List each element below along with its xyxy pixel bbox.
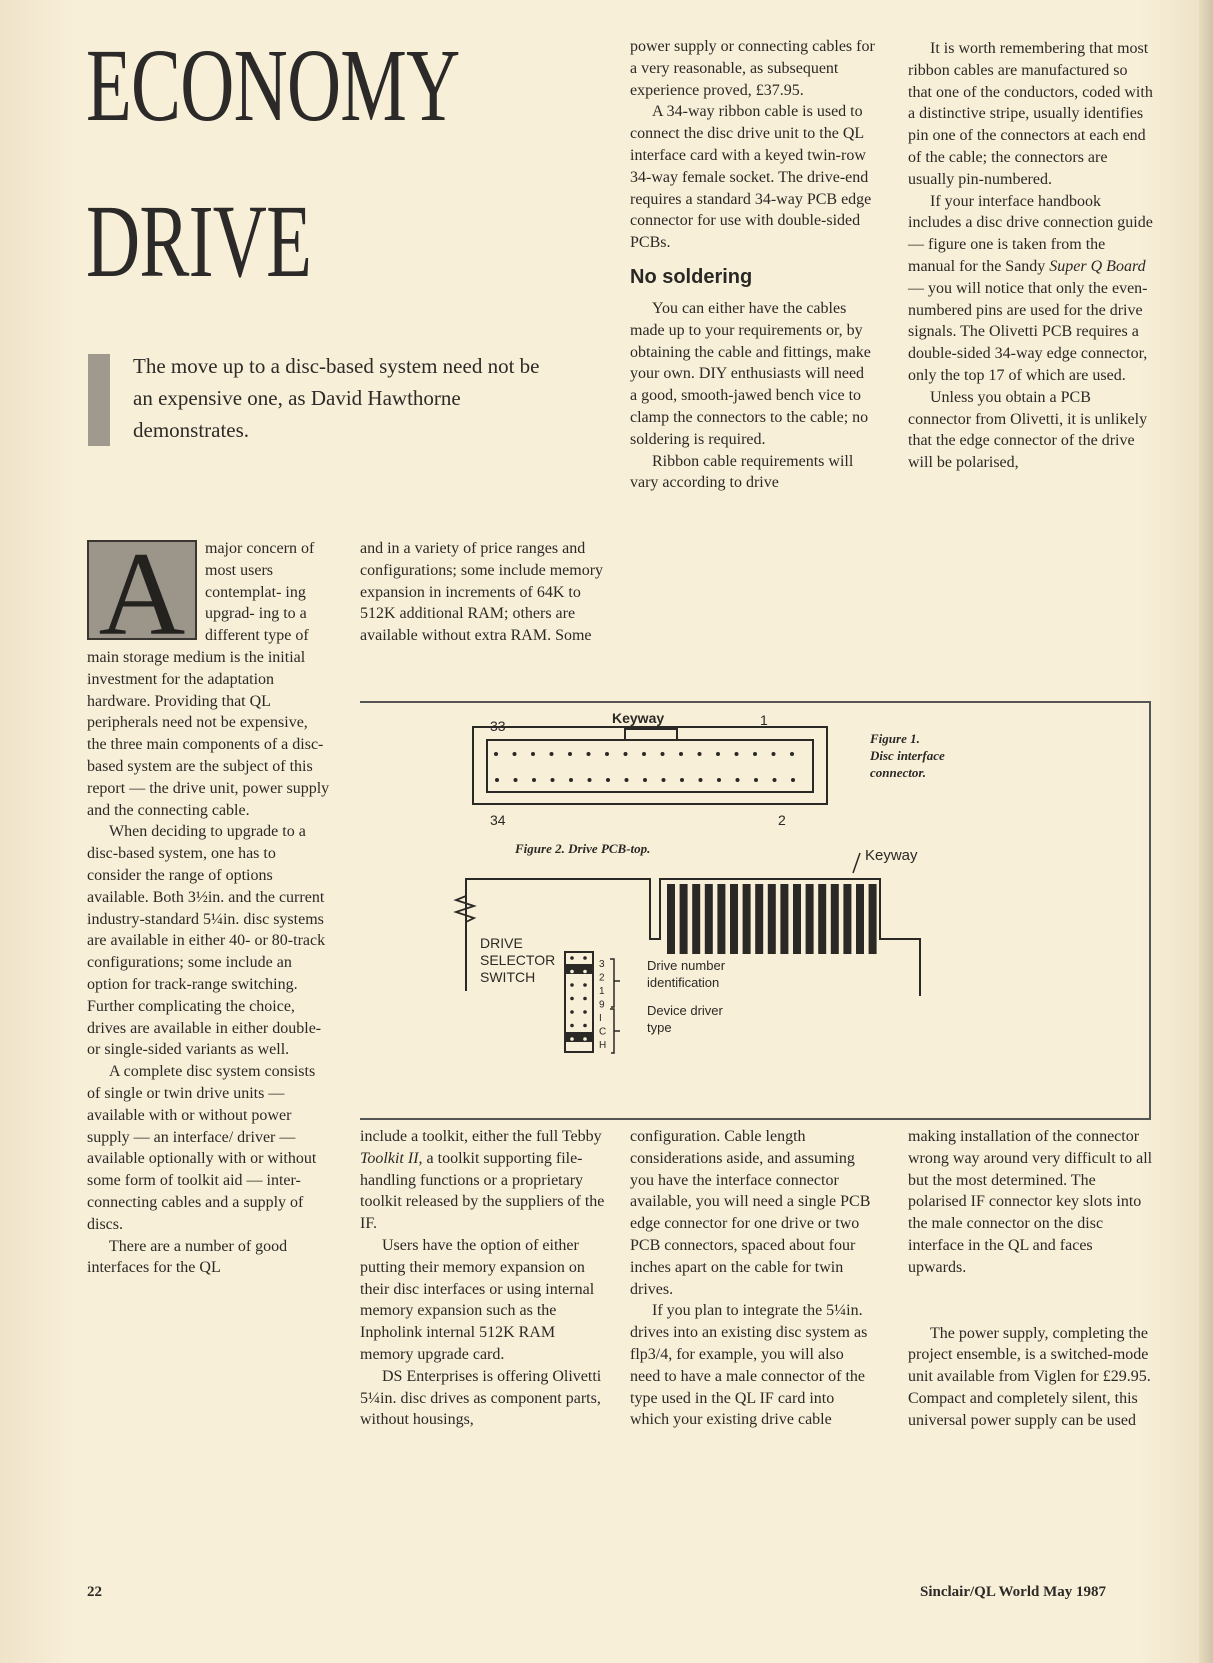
connector-pin xyxy=(624,752,628,756)
connector-pin xyxy=(606,778,610,782)
jumper-pin xyxy=(583,1010,587,1014)
connector-pin xyxy=(588,778,592,782)
edge-finger xyxy=(667,884,675,954)
edge-finger xyxy=(806,884,814,954)
keyway-pointer xyxy=(853,853,860,873)
column-1 xyxy=(87,538,330,1279)
keyway-label-2: Keyway xyxy=(865,847,918,864)
edge-finger xyxy=(856,884,864,954)
connector-pin xyxy=(625,778,629,782)
paragraph: Ribbon cable requirements will vary according to drive xyxy=(630,452,854,492)
publication-footer: Sinclair/QL World May 1987 xyxy=(920,1584,1106,1600)
jumper-label: 9 xyxy=(599,999,605,1011)
edge-finger xyxy=(705,884,713,954)
connector-pin xyxy=(495,778,499,782)
connector-pin xyxy=(550,752,554,756)
paragraph: Users have the option of either putting their memory expansion on their disc interfaces or using internal memory expansion such as the Inpholink internal 512K RAM memory upgrade card. xyxy=(360,1236,595,1363)
edge-finger xyxy=(692,884,700,954)
figures-diagram xyxy=(360,703,1149,1118)
connector-pin xyxy=(531,752,535,756)
column-4-top xyxy=(908,38,1153,474)
connector-pin xyxy=(532,778,536,782)
edge-finger xyxy=(743,884,751,954)
jumper-pin xyxy=(570,1037,574,1041)
product-name: Super Q Board xyxy=(1049,257,1146,275)
connector-pin xyxy=(662,778,666,782)
bracket-1 xyxy=(610,959,614,1007)
connector-pin xyxy=(773,778,777,782)
connector-pin xyxy=(642,752,646,756)
drive-selector-switch xyxy=(565,952,593,1052)
subheading: No soldering xyxy=(630,265,753,288)
edge-finger xyxy=(755,884,763,954)
edge-connector-fingers xyxy=(667,884,877,954)
connector-pin xyxy=(605,752,609,756)
connector-pin xyxy=(661,752,665,756)
connector-pin xyxy=(551,778,555,782)
edge-finger xyxy=(869,884,877,954)
pin-label-33: 33 xyxy=(490,718,506,734)
connector-pin xyxy=(679,752,683,756)
paragraph: A 34-way ribbon cable is used to connect the disc drive unit to the QL interface card with a keyed twin-row 34-way female socket. The drive-end requires a standard 34-way PCB edge connector for use with double-sided PCBs. xyxy=(630,103,872,252)
paragraph: There are a number of good interfaces for the QL xyxy=(87,1237,288,1277)
column-2-bottom xyxy=(360,1126,605,1431)
paragraph: making installation of the connector wrong way around very difficult to all but the most determined. The polarised IF connector key slots into the male connector on the disc interface in the QL and faces upwards. xyxy=(908,1128,1153,1276)
drop-cap: A xyxy=(87,540,197,640)
paragraph: You can either have the cables made up to your requirements or, by obtaining the cable and fittings, make your own. DIY enthusiasts will need a good, smooth-jawed bench vice to clamp the connectors to the cable; no soldering is required. xyxy=(630,299,871,448)
paragraph: When deciding to upgrade to a disc-based system, one has to consider the range of options available. Both 3½in. and the current industry-standard 5¼in. disc systems are available in either 40- or 80-track configurations; some include an option for track-range switching. Further complicating the choice, drives are available in either double- or single-sided variants as well. xyxy=(87,823,326,1059)
paragraph xyxy=(908,191,1153,387)
jumper-label: C xyxy=(599,1026,607,1038)
connector-pin xyxy=(699,778,703,782)
connector-pin xyxy=(753,752,757,756)
connector-pin xyxy=(791,778,795,782)
paragraph: It is worth remembering that most ribbon cables are manufactured so that one of the conductors, coded with a distinctive stripe, usually identifies pin one of the connectors at each end of the cable; the connectors are usually pin-numbered. xyxy=(908,40,1153,188)
column-4-bottom xyxy=(908,1126,1153,1432)
jumper-label: 2 xyxy=(599,972,605,984)
connector-pin xyxy=(643,778,647,782)
pin-label-34: 34 xyxy=(490,812,506,828)
switch-label-2: SELECTOR xyxy=(480,952,556,968)
paragraph-text: If your interface handbook includes a disc drive connection guide — figure one is taken from the manual for the Sandy xyxy=(908,192,1153,275)
edge-finger xyxy=(768,884,776,954)
jumper-label: 3 xyxy=(599,959,605,970)
figure-2-caption: Figure 2. Drive PCB-top. xyxy=(515,841,651,856)
paragraph-text: include a toolkit, either the full Tebby xyxy=(360,1128,602,1145)
bracket-2 xyxy=(610,1009,614,1053)
column-3-bottom xyxy=(630,1126,875,1431)
jumper-pin xyxy=(583,970,587,974)
figures-panel xyxy=(360,701,1151,1120)
paragraph: The power supply, completing the project ensemble, is a switched-mode unit available from Viglen for £29.95. Compact and completely silent, this universal power supply can be used xyxy=(908,1324,1151,1429)
headline-line-2: DRIVE xyxy=(86,184,312,299)
figure-1-caption-line-3: connector. xyxy=(870,765,926,780)
paragraph xyxy=(87,538,330,821)
jumper-label: H xyxy=(599,1040,607,1051)
jumper-pin xyxy=(583,1037,587,1041)
edge-finger xyxy=(818,884,826,954)
edge-finger xyxy=(730,884,738,954)
standfirst-bar xyxy=(88,354,110,446)
jumper-pin xyxy=(583,983,587,987)
connector-pins xyxy=(494,752,795,782)
jumper-pin xyxy=(570,1010,574,1014)
jumper-pin xyxy=(583,956,587,960)
edge-finger xyxy=(717,884,725,954)
page-edge xyxy=(1199,0,1213,1663)
jumper-label: 1 xyxy=(599,986,605,997)
switch-label-3: SWITCH xyxy=(480,969,536,985)
group-1-label-1: Drive number xyxy=(647,958,726,973)
connector-pin xyxy=(698,752,702,756)
connector-pin xyxy=(735,752,739,756)
connector-pin xyxy=(716,752,720,756)
jumper-pin xyxy=(583,1024,587,1028)
edge-finger xyxy=(831,884,839,954)
connector-pin xyxy=(680,778,684,782)
connector-key xyxy=(625,729,677,740)
connector-pin xyxy=(568,752,572,756)
jumper-pin xyxy=(570,997,574,1001)
connector-pin xyxy=(569,778,573,782)
headline-line-1: ECONOMY xyxy=(86,28,460,143)
standfirst: The move up to a disc-based system need not be an expensive one, as David Hawthorne demonstrates. xyxy=(133,354,540,442)
switch-label-1: DRIVE xyxy=(480,935,523,951)
edge-finger xyxy=(793,884,801,954)
paragraph-text: major concern of most users contemplat- ing upgrad- ing to a different type of main storage medium is the initial investment for the adaptation hardware. Providing that QL peripherals need not be expensive, the three main components of a disc-based system are the subject of this report — the drive unit, power supply and the connecting cable. xyxy=(87,540,330,819)
edge-finger xyxy=(843,884,851,954)
connector-pin xyxy=(494,752,498,756)
column-3-top xyxy=(630,36,875,494)
group-1-label-2: identification xyxy=(647,975,720,990)
paragraph: power supply or connecting cables for a very reasonable, as subsequent experience proved, £37.95. xyxy=(630,38,875,99)
group-2-label-1: Device driver xyxy=(647,1003,723,1018)
connector-pin xyxy=(587,752,591,756)
pin-label-1: 1 xyxy=(760,712,768,728)
column-2-top xyxy=(360,538,605,647)
edge-finger xyxy=(680,884,688,954)
connector-pin xyxy=(514,778,518,782)
paragraph-text: — you will notice that only the even-numbered pins are used for the drive signals. The Olivetti PCB requires a double-sided 34-way edge connector, only the top 17 of which are used. xyxy=(908,279,1148,384)
paragraph: A complete disc system consists of single or twin drive units — available with or without power supply — an interface/ driver — available optionally with or without some form of toolkit aid — inter-connecting cables and a supply of discs. xyxy=(87,1063,317,1233)
jumper-pin xyxy=(570,970,574,974)
group-2-label-2: type xyxy=(647,1020,672,1035)
paragraph: Unless you obtain a PCB connector from Olivetti, it is unlikely that the edge connector of the drive will be polarised, xyxy=(908,388,1148,472)
edge-finger xyxy=(780,884,788,954)
pin-label-2: 2 xyxy=(778,812,786,828)
keyway-label: Keyway xyxy=(612,710,665,726)
page-number: 22 xyxy=(87,1584,102,1600)
connector-pin xyxy=(736,778,740,782)
figure-1-caption-line-2: Disc interface xyxy=(870,748,945,763)
jumper-label: I xyxy=(599,1013,602,1024)
connector-pin xyxy=(790,752,794,756)
connector-pin xyxy=(754,778,758,782)
connector-inner xyxy=(487,740,813,792)
jumper-pin xyxy=(570,1024,574,1028)
product-name: Toolkit II, xyxy=(360,1149,423,1167)
connector-pin xyxy=(772,752,776,756)
paragraph: DS Enterprises is offering Olivetti 5¼in. disc drives as component parts, without housings, xyxy=(360,1367,602,1429)
jumper-pin xyxy=(583,997,587,1001)
paragraph: If you plan to integrate the 5¼in. drives into an existing disc system as flp3/4, for example, you will also need to have a male connector of the type used in the QL IF card into which your existing drive cable xyxy=(630,1302,868,1429)
paragraph: and in a variety of price ranges and configurations; some include memory expansion in increments of 64K to 512K additional RAM; others are available without extra RAM. Some xyxy=(360,540,604,645)
jumper-pin xyxy=(570,956,574,960)
paragraph xyxy=(360,1126,605,1235)
paragraph: configuration. Cable length considerations aside, and assuming you have the interface connector available, you will need a single PCB edge connector for one drive or two PCB connectors, spaced about four inches apart on the cable for twin drives. xyxy=(630,1128,871,1298)
connector-pin xyxy=(513,752,517,756)
paragraph-text: a toolkit supporting file-handling functions or a proprietary toolkit released by the suppliers of the IF. xyxy=(360,1149,605,1233)
connector-pin xyxy=(717,778,721,782)
figure-1-caption-line-1: Figure 1. xyxy=(870,731,920,746)
jumper-pin xyxy=(570,983,574,987)
